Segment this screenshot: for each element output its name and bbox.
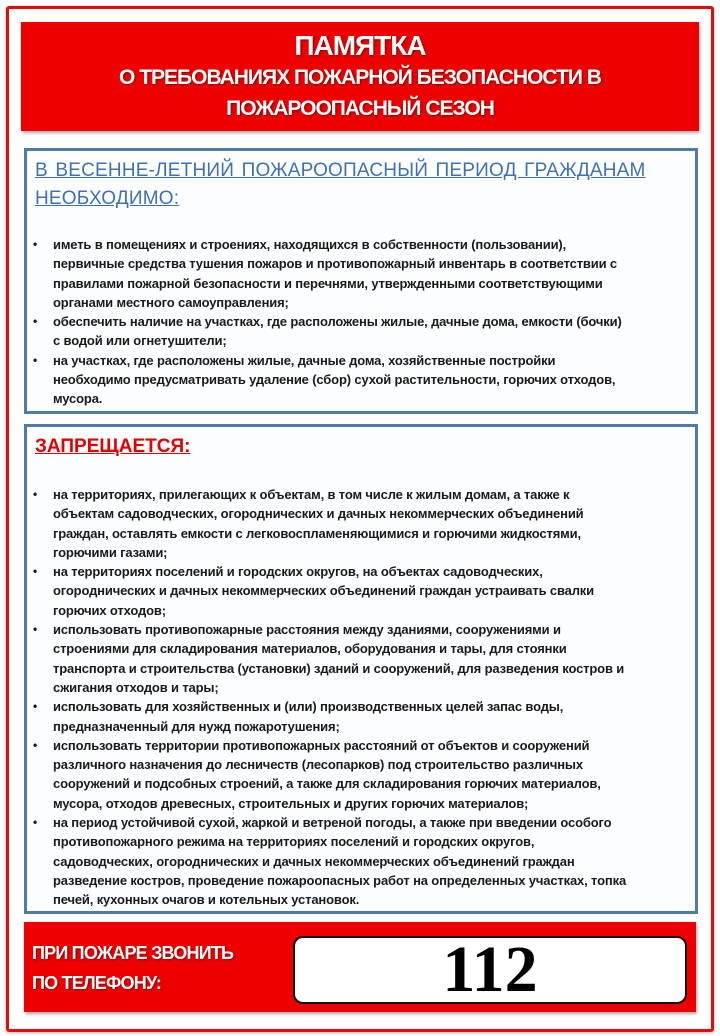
forbidden-heading: ЗАПРЕЩАЕТСЯ: [35,436,191,457]
required-heading: В ВЕСЕННЕ-ЛЕТНИЙ ПОЖАРООПАСНЫЙ ПЕРИОД ГРАЖДАНАМ НЕОБХОДИМО: [35,160,646,209]
title-main: ПАМЯТКА [294,30,426,61]
list-item: • на территориях, прилегающих к объектам, в том числе к жилым домам, а также к объектам садоводческих, огороднических и дачных некоммерческих объединений граждан, оставлять емкости с легковоспламеняющимися и горючими жидкостями, горючими газами; [53,485,695,562]
emergency-line2: ПО ТЕЛЕФОНУ: [32,973,162,993]
title-banner [21,22,699,131]
forbidden-section [24,424,698,914]
required-section [24,148,698,414]
list-item: • иметь в помещениях и строениях, находящихся в собственности (пользовании), первичные средства тушения пожаров и противопожарный инвентарь в соответствии с правилами пожарной безопасности и перечнями, утвержденными соответствующими органами местного самоуправления; [53,235,695,312]
emergency-banner [24,922,696,1012]
title-subtitle-line2: ПОЖАРООПАСНЫЙ СЕЗОН [226,97,494,120]
list-item: • использовать территории противопожарных расстояний от объектов и сооружений различного назначения до лесничеств (лесопарков) под строительство различных сооружений и подсобных строений, а также для складирования горючих материалов, мусора, отходов древесных, строительных и других горючих материалов; [53,736,695,813]
title-subtitle-line1: О ТРЕБОВАНИЯХ ПОЖАРНОЙ БЕЗОПАСНОСТИ В [119,66,601,89]
list-item: • на период устойчивой сухой, жаркой и ветреной погоды, а также при введении особого противопожарного режима на территориях поселений и городских округов, садоводческих, огороднических и дачных некоммерческих объединений граждан разведение костров, проведение пожароопасных работ на определенных участках, топка печей, кухонных очагов и котельных установок. [53,813,695,909]
list-item: • на участках, где расположены жилые, дачные дома, хозяйственные постройки необходимо предусматривать удаление (сбор) сухой растительности, горючих отходов, мусора. [53,351,695,409]
emergency-line1: ПРИ ПОЖАРЕ ЗВОНИТЬ [32,943,234,963]
emergency-call-text [32,938,233,998]
list-item: • обеспечить наличие на участках, где расположены жилые, дачные дома, емкости (бочки) с водой или огнетушители; [53,312,695,351]
list-item: • использовать для хозяйственных и (или) производственных целей запас воды, предназначенный для нужд пожаротушения; [53,697,695,736]
required-list [27,235,695,409]
list-item: • на территориях поселений и городских округов, на объектах садоводческих, огороднических и дачных некоммерческих объединений граждан устраивать свалки горючих отходов; [53,562,695,620]
emergency-number: 112 [293,936,687,1004]
list-item: • использовать противопожарные расстояния между зданиями, сооружениями и строениями для складирования материалов, оборудования и тары, для стоянки транспорта и строительства (установки) зданий и сооружений, для разведения костров и сжигания отходов и тары; [53,620,695,697]
forbidden-list [27,485,695,910]
